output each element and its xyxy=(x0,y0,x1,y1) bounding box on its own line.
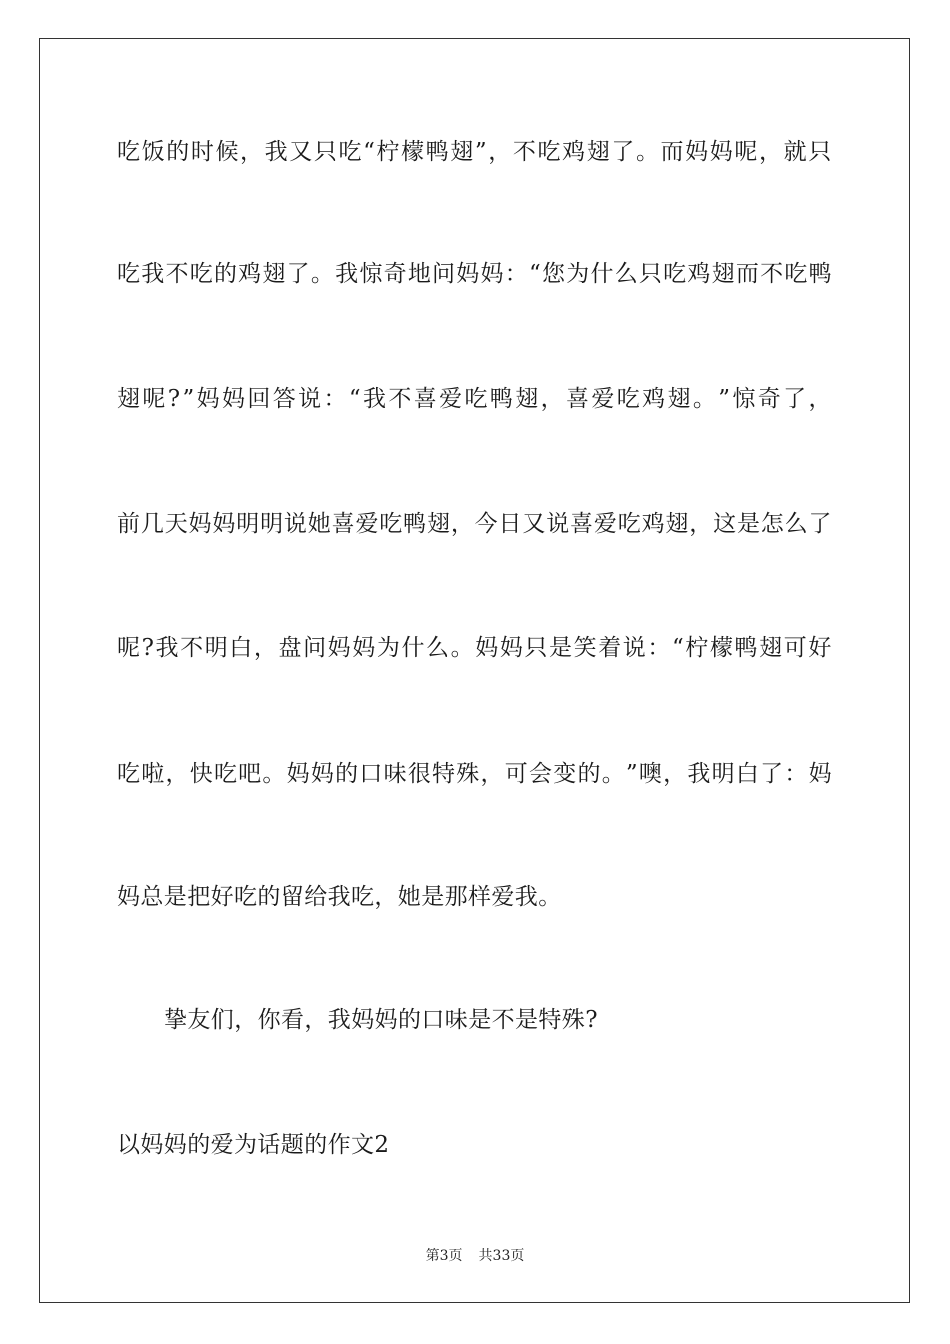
paragraph-line: 吃 饭 的 时 候 ， 我 又 只 吃 “ 柠 檬 鸭 翅 ” ， 不 吃 鸡 翅 了 。 而 妈 妈 呢 ， 就 只 xyxy=(117,139,832,165)
paragraph-line: 吃 我 不 吃 的 鸡 翅 了 。 我 惊 奇 地 问 妈 妈 ： “ 您 为 什 么 只 吃 鸡 翅 而 不 吃 鸭 xyxy=(117,261,832,287)
page-number: 第3页 xyxy=(425,1248,463,1264)
page-footer xyxy=(0,1246,950,1266)
section-heading: 以妈妈的爱为话题的作文2 xyxy=(117,1132,390,1158)
paragraph-line: 挚友们，你看，我妈妈的口味是不是特殊? xyxy=(164,1007,598,1033)
paragraph-line: 前 几 天 妈 妈 明 明 说 她 喜 爱 吃 鸭 翅 ， 今 日 又 说 喜 爱 吃 鸡 翅 ， 这 是 怎 么 了 xyxy=(117,511,832,537)
paragraph-line: 翅 呢 ? ” 妈 妈 回 答 说 ： “ 我 不 喜 爱 吃 鸭 翅 ， 喜 爱 吃 鸡 翅 。 ” 惊 奇 了 ， xyxy=(117,386,832,412)
paragraph-line: 吃 啦 ， 快 吃 吧 。 妈 妈 的 口 味 很 特 殊 ， 可 会 变 的 。 ” 噢 ， 我 明 白 了 ： 妈 xyxy=(117,761,832,787)
page-border xyxy=(39,38,910,1303)
paragraph-line: 妈总是把好吃的留给我吃，她是那样爱我。 xyxy=(117,884,562,910)
paragraph-line: 呢 ? 我 不 明 白 ， 盘 问 妈 妈 为 什 么 。 妈 妈 只 是 笑 着 说 ： “ 柠 檬 鸭 翅 可 好 xyxy=(117,635,832,661)
page-total: 共33页 xyxy=(478,1248,525,1264)
